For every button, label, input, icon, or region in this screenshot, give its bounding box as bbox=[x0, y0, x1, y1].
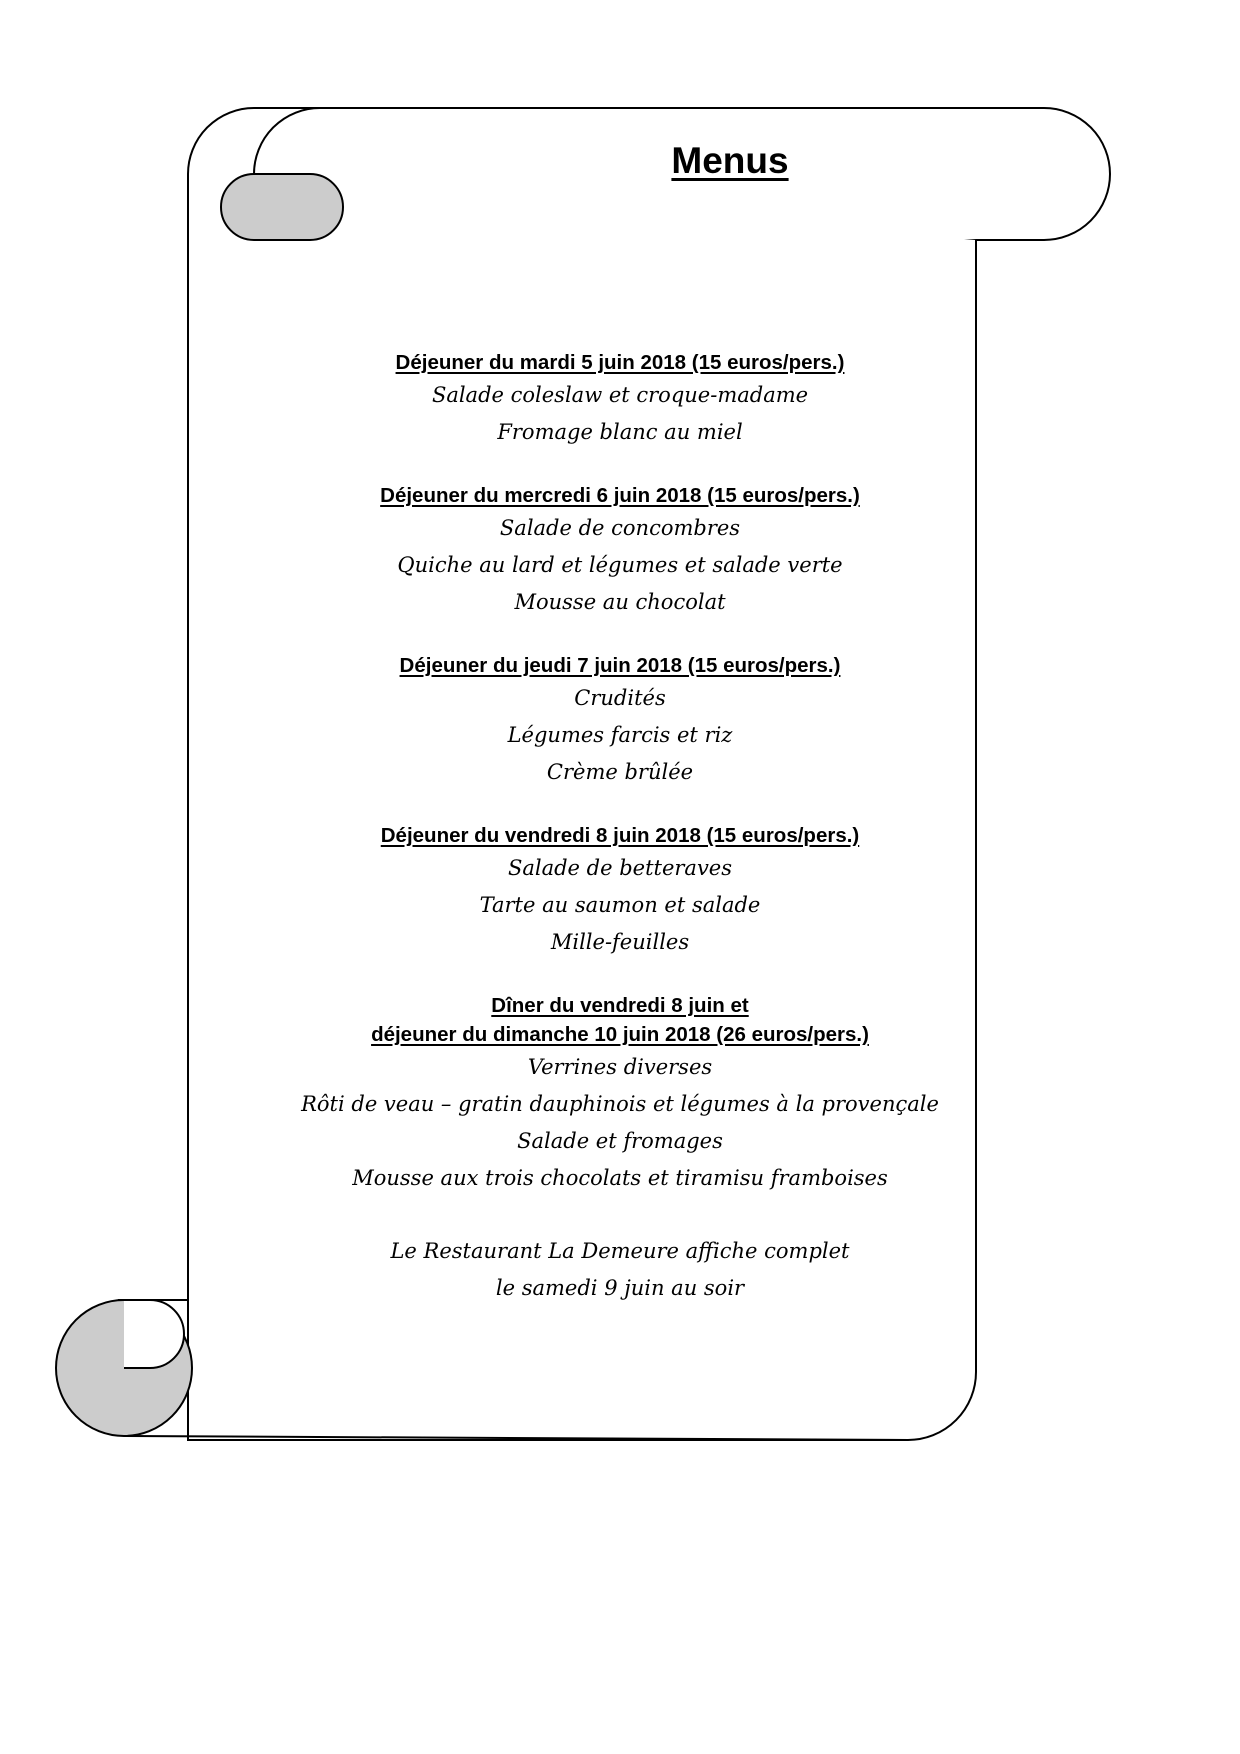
menu-heading: Déjeuner du vendredi 8 juin 2018 (15 euros/pers.) bbox=[380, 824, 860, 847]
dish-item: Crème brûlée bbox=[546, 760, 694, 784]
menu-heading: Déjeuner du mercredi 6 juin 2018 (15 euros/pers.) bbox=[380, 484, 860, 507]
dish-item: Salade coleslaw et croque-madame bbox=[431, 383, 809, 407]
menu-section bbox=[290, 651, 950, 791]
dish-item: Salade de betteraves bbox=[507, 856, 733, 880]
dish-item: Mousse au chocolat bbox=[514, 590, 726, 614]
menu-section bbox=[290, 821, 950, 961]
dish-item: Fromage blanc au miel bbox=[497, 420, 743, 444]
top-roll-curl-icon bbox=[221, 174, 343, 240]
menu-heading: déjeuner du dimanche 10 juin 2018 (26 euros/pers.) bbox=[371, 1023, 869, 1046]
menu-list bbox=[290, 348, 950, 1307]
dish-item: Crudités bbox=[574, 686, 666, 710]
dish-item: Verrines diverses bbox=[527, 1055, 713, 1079]
menu-section bbox=[290, 991, 950, 1197]
menu-section bbox=[290, 481, 950, 621]
dish-item: Quiche au lard et légumes et salade verte bbox=[397, 553, 843, 577]
dish-item: Mousse aux trois chocolats et tiramisu framboises bbox=[352, 1166, 888, 1190]
dish-item: Salade et fromages bbox=[517, 1129, 723, 1153]
dish-item: Salade de concombres bbox=[499, 516, 741, 540]
dish-item: Mille-feuilles bbox=[550, 930, 690, 954]
footer-line: Le Restaurant La Demeure affiche complet bbox=[390, 1239, 850, 1263]
dish-item: Tarte au saumon et salade bbox=[479, 893, 761, 917]
page-title: Menus bbox=[671, 140, 789, 181]
menu-heading: Dîner du vendredi 8 juin et bbox=[491, 994, 749, 1017]
menu-heading: Déjeuner du jeudi 7 juin 2018 (15 euros/pers.) bbox=[399, 654, 841, 677]
menu-section bbox=[290, 348, 950, 451]
footer-line: le samedi 9 juin au soir bbox=[495, 1276, 745, 1300]
footer-note bbox=[290, 1233, 950, 1307]
bottom-roll-inner-icon bbox=[124, 1300, 184, 1368]
dish-item: Rôti de veau – gratin dauphinois et légumes à la provençale bbox=[301, 1092, 939, 1116]
dish-item: Légumes farcis et riz bbox=[507, 723, 733, 747]
menu-heading: Déjeuner du mardi 5 juin 2018 (15 euros/pers.) bbox=[395, 351, 845, 374]
